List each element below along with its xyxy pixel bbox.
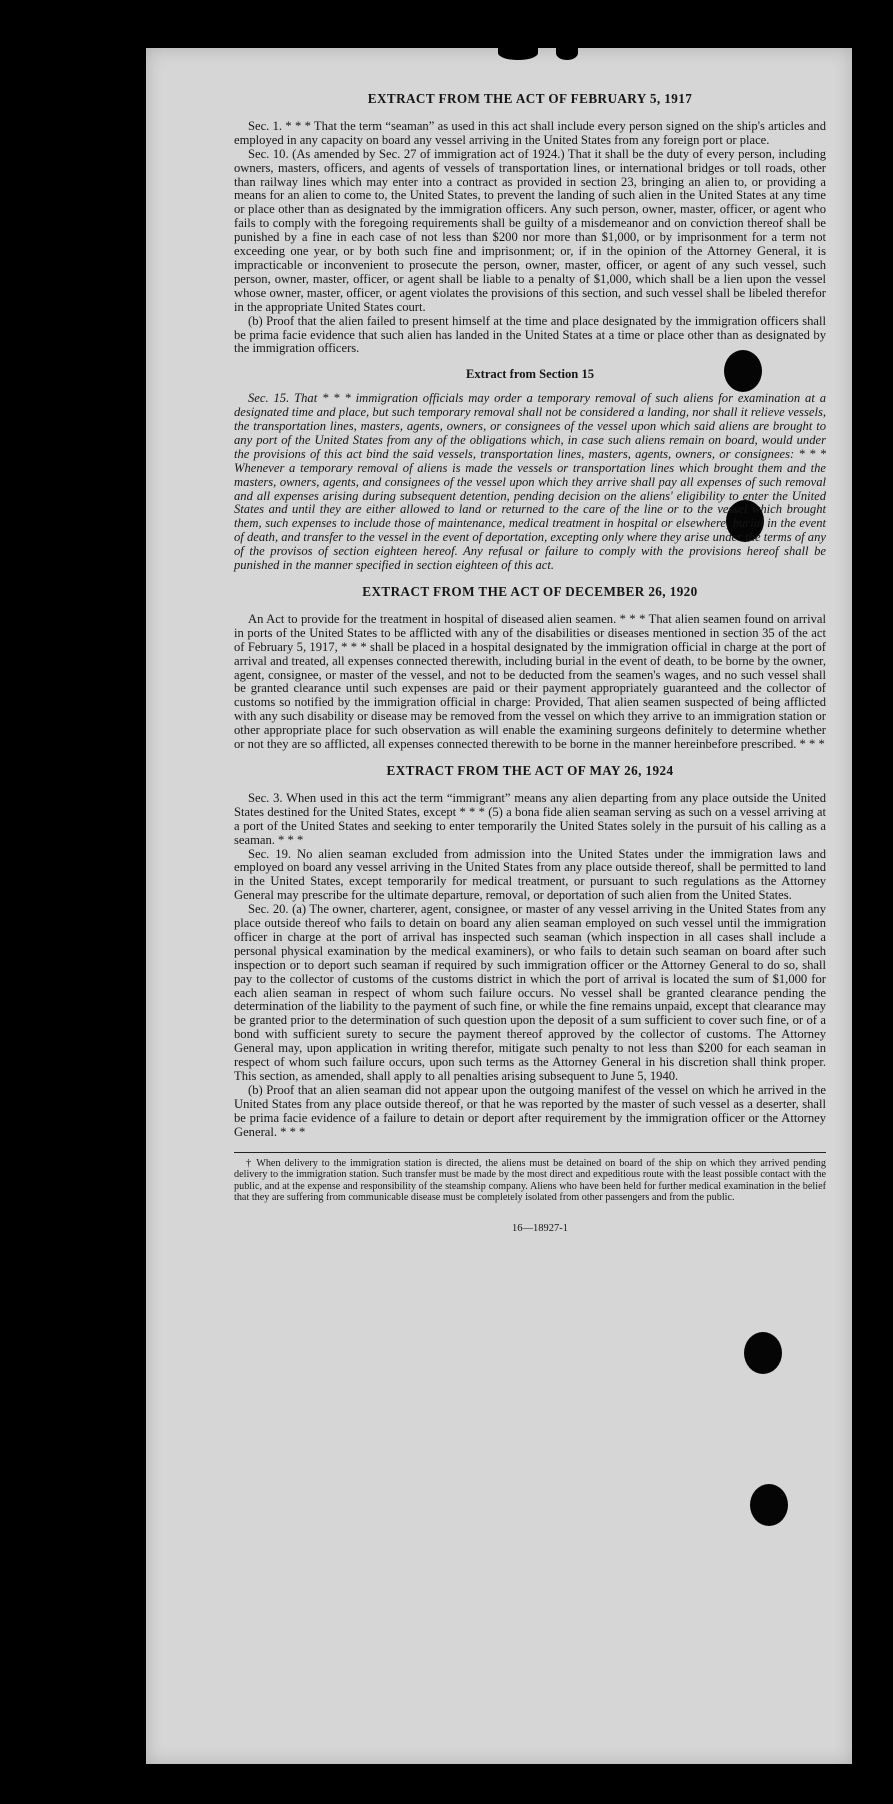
punch-hole: [744, 1332, 782, 1374]
footnote-text: † When delivery to the immigration station is directed, the aliens must be detained on board of the ship on which they arrived pending delivery to the immigration station. Such transfer must be made by the most direct and expeditious route with the least possible contact with the public, and at the expense and responsibility of the steamship company. Aliens who have been held for further medical examination in the belief that they are suffering from communicable disease must be completely isolated from other passengers and from the public.: [234, 1157, 826, 1204]
paragraph-sec-19: Sec. 19. No alien seaman excluded from admission into the United States under the immigration laws and employed on board any vessel arriving in the United States from any place outside thereof, shall be permitted to land in the United States, except temporarily for medical treatment, or pursuant to such regulations as the Attorney General may prescribe for the ultimate departure, removal, or deportation of such alien from the United States.: [234, 846, 826, 903]
paragraph-sec-10b: (b) Proof that the alien failed to present himself at the time and place designated by the immigration officers shall be prima facie evidence that such alien has landed in the United States at a time or place other than as designated by the immigration officers.: [234, 313, 826, 356]
form-number: 16—18927-1: [512, 1222, 568, 1234]
paragraph-sec-15: Sec. 15. That * * * immigration officials may order a temporary removal of such aliens for examination at a designated time and place, but such temporary removal shall not be considered a landing, nor shall it relieve vessels, the transportation lines, masters, agents, owners, or consignees of the vessel upon which said aliens are brought to any port of the United States from any of the obligations which, in case such aliens remain on board, would under the provisions of this act bind the said vessels, transportation lines, masters, agents, owners, or consignees: * * * Whenever a temporary removal of aliens is made the vessels or transportation lines which brought them and the masters, owners, agents, and consignees of the vessel upon which they arrive shall pay all expenses of such removal and all expenses arising during subsequent detention, pending decision on the aliens' eligibility to enter the United States and until they are either allowed to land or returned to the care of the line or to the vessel which brought them, such expenses to include those of maintenance, medical treatment in hospital or elsewhere, burial in the event of death, and transfer to the vessel in the event of deportation, excepting only where they arise under the terms of any of the provisos of section eighteen hereof. Any refusal or failure to comply with the provisions hereof shall be punished in the manner specified in section eighteen of this act.: [234, 391, 826, 573]
punch-hole: [750, 1484, 788, 1526]
footnote: [234, 1152, 826, 1204]
torn-edge: [498, 48, 538, 60]
heading-act-1917: EXTRACT FROM THE ACT OF FEBRUARY 5, 1917: [367, 91, 693, 106]
paragraph-sec-1: Sec. 1. * * * That the term “seaman” as used in this act shall include every person signed on the ship's articles and employed in any capacity on board any vessel arriving in the United States from any foreign port or place.: [234, 118, 826, 147]
paragraph-act-1920: An Act to provide for the treatment in hospital of diseased alien seamen. * * * That alien seamen found on arrival in ports of the United States to be afflicted with any of the disabilities or diseases mentioned in section 35 of the act of February 5, 1917, * * * shall be placed in a hospital designated by the immigration official in charge at the port of arrival and treated, all expenses connected therewith, including burial in the event of death, to be borne by the owner, agent, consignee, or master of the vessel, and not to be deducted from the seamen's wages, and no such vessel shall be granted clearance until such expenses are paid or their payment appropriately guaranteed and the collector of customs so notified by the immigration official in charge: Provided, That alien seamen suspected of being afflicted with any such disability or disease may be removed from the vessel on which they arrive to an immigration station or other appropriate place for such observation as will enable the examining surgeons definitely to determine whether or not they are so afflicted, all expenses connected therewith to be borne in the manner hereinbefore prescribed. * * *: [234, 611, 826, 752]
subheading-section-15: Extract from Section 15: [465, 367, 595, 382]
document-page: [146, 48, 852, 1764]
paragraph-sec-20b: (b) Proof that an alien seaman did not appear upon the outgoing manifest of the vessel on which he arrived in the United States from any place outside thereof, or that he was reported by the master of such vessel as a deserter, shall be prima facie evidence of a failure to detain or deport after requirement by the immigration officer or the Attorney General. * * *: [234, 1082, 826, 1139]
paragraph-sec-3: Sec. 3. When used in this act the term “immigrant” means any alien departing from any place outside the United States destined for the United States, except * * * (5) a bona fide alien seaman serving as such on a vessel arriving at a port of the United States and seeking to enter temporarily the United States solely in the pursuit of his calling as a seaman. * * *: [234, 790, 826, 847]
document-text: [234, 92, 826, 1236]
heading-act-1924: EXTRACT FROM THE ACT OF MAY 26, 1924: [386, 762, 674, 778]
torn-edge: [556, 48, 578, 60]
heading-act-1920: EXTRACT FROM THE ACT OF DECEMBER 26, 1920: [362, 584, 698, 599]
paragraph-sec-10: Sec. 10. (As amended by Sec. 27 of immigration act of 1924.) That it shall be the duty of every person, including owners, masters, officers, and agents of vessels of transportation lines, or international bridges or toll roads, other than railway lines which may enter into a contract as provided in section 23, bringing an alien to, or providing a means for an alien to come to, the United States, to prevent the landing of such alien in the United States at any time or place other than as designated by the immigration officers. Any such person, owner, master, officer, or agent who fails to comply with the foregoing requirements shall be guilty of a misdemeanor and on conviction thereof shall be punished by a fine in each case of not less than $200 nor more than $1,000, or by imprisonment for a term not exceeding one year, or by both such fine and imprisonment; or, if in the opinion of the Attorney General, it is impracticable or inconvenient to prosecute the person, owner, master, officer, or agent of any such vessel, such person, owner, master, officer, or agent shall be liable to a penalty of $1,000, which shall be a lien upon the vessel whose owner, master, officer, or agent violates the provisions of this section, and such vessel shall be libeled therefor in the appropriate United States court.: [234, 146, 826, 314]
paragraph-sec-20: Sec. 20. (a) The owner, charterer, agent, consignee, or master of any vessel arriving in the United States from any place outside thereof who fails to detain on board any alien seaman employed on such vessel until the immigration officer in charge at the port of arrival has inspected such seaman (which inspection in all cases shall include a personal physical examination by the medical examiners), or who fails to detain such seaman on board after such inspection or to deport such seaman if required by such immigration officer or the Attorney General to do so, shall pay to the collector of customs of the customs district in which the port of arrival is located the sum of $1,000 for each alien seaman in respect of whom such failure occurs. No vessel shall be granted clearance pending the determination of the liability to the payment of such fine, or while the fine remains unpaid, except that clearance may be granted prior to the determination of such question upon the deposit of a sum sufficient to cover such fine, or of a bond with sufficient surety to secure the payment thereof approved by the collector of customs. The Attorney General may, upon application in writing therefor, mitigate such penalty to not less than $200 for each seaman in respect of whom such failure occurs, upon such terms as the Attorney General in his discretion shall think proper. This section, as amended, shall apply to all penalties arising subsequent to June 5, 1940.: [234, 902, 826, 1083]
